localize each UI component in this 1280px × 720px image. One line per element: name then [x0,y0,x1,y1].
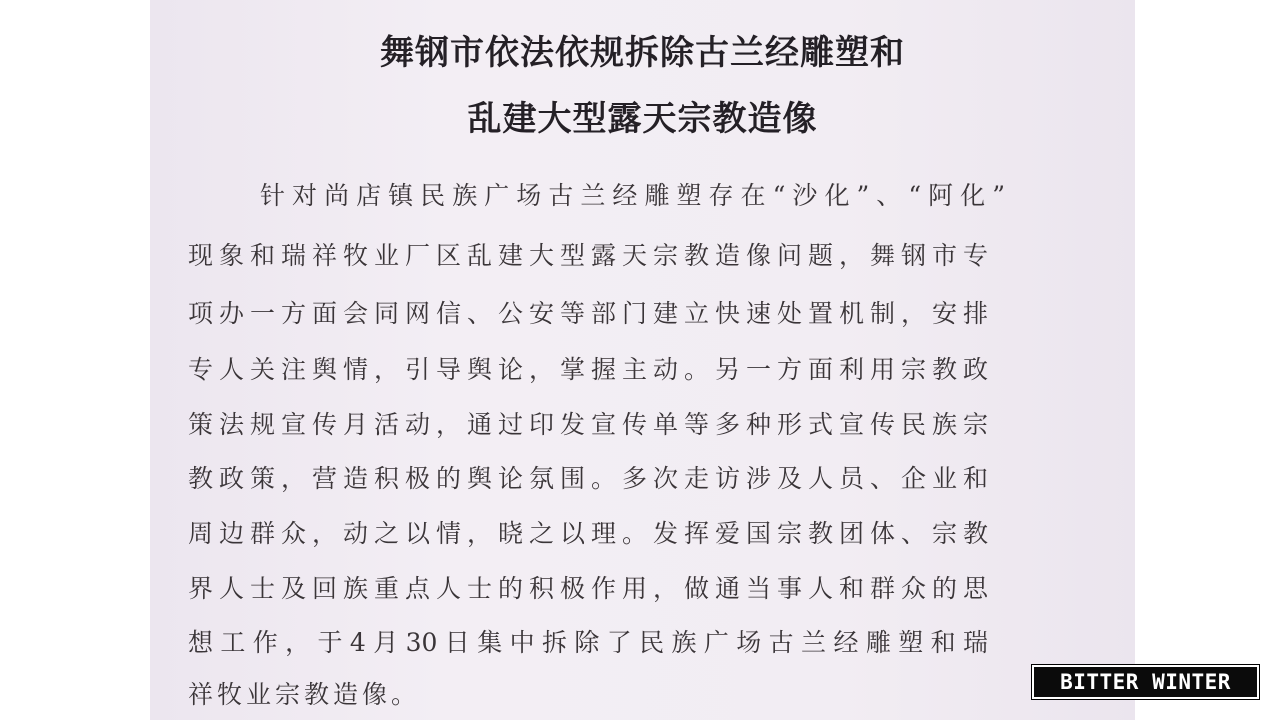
body-line-text: 祥牧业宗教造像。 [188,680,421,709]
body-line-text: 界人士及回族重点人士的积极作用，做通当事人和群众的思 [188,574,988,603]
body-line-text: 策法规宣传月活动，通过印发宣传单等多种形式宣传民族宗 [188,410,988,439]
body-line-text: 专人关注舆情，引导舆论，掌握主动。另一方面利用宗教政 [188,355,988,384]
body-line-text: 针对尚店镇民族广场古兰经雕塑存在“沙化”、“阿化” [260,181,1005,210]
body-line-text: 教政策，营造积极的舆论氛围。多次走访涉及人员、企业和 [188,464,988,493]
document-title-line-2: 乱建大型露天宗教造像 [467,99,818,139]
body-line-text: 现象和瑞祥牧业厂区乱建大型露天宗教造像问题，舞钢市专 [188,241,988,270]
body-line-text: 想工作，于4月30日集中拆除了民族广场古兰经雕塑和瑞 [188,628,988,657]
paper-sheet [150,0,1135,720]
document-title-line-1: 舞钢市依法依规拆除古兰经雕塑和 [380,33,905,73]
body-line-text: 项办一方面会同网信、公安等部门建立快速处置机制，安排 [188,299,988,328]
bitter-winter-watermark: BITTER WINTER [1032,665,1259,699]
body-line-text: 周边群众，动之以情，晓之以理。发挥爱国宗教团体、宗教 [188,519,988,548]
